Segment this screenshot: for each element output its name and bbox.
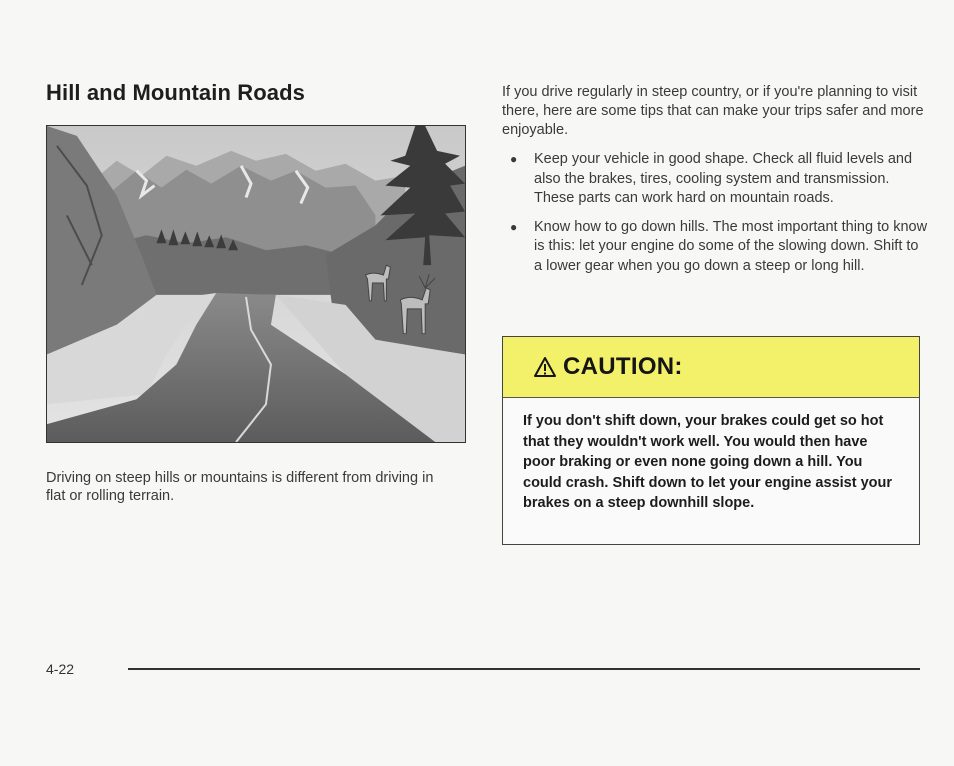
caution-title: CAUTION: [563,353,683,380]
illustration-caption: Driving on steep hills or mountains is different from driving in flat or rolling terrain. [46,470,434,504]
caution-body: If you don't shift down, your brakes could get so hot that they wouldn't work well. You would then have poor braking or even none going down a hill. You could crash. Shift down to let your engine assist your brakes on a steep downhill slope. [523,413,892,511]
footer-rule [128,668,920,670]
intro-paragraph: If you drive regularly in steep country, or if you're planning to visit there, here are some tips that can make your trips safer and more enjoyable. [502,84,924,138]
section-title: Hill and Mountain Roads [46,80,305,105]
tip-item [508,150,928,209]
tip-text: Keep your vehicle in good shape. Check all fluid levels and also the brakes, tires, cooling system and transmission. These parts can work hard on mountain roads. [534,151,913,206]
caution-box [502,336,920,545]
tip-item [508,218,928,277]
tips-list [508,150,928,285]
mountain-road-illustration [46,125,466,443]
tip-text: Know how to go down hills. The most important thing to know is this: let your engine do some of the slowing down. Shift to a lower gear when you go down a steep or long hill. [534,218,928,274]
bullet-icon: ● [510,219,518,234]
caution-header [503,337,919,398]
bullet-icon: ● [510,152,518,166]
page-number: 4-22 [46,661,75,677]
warning-triangle-icon [533,356,557,378]
